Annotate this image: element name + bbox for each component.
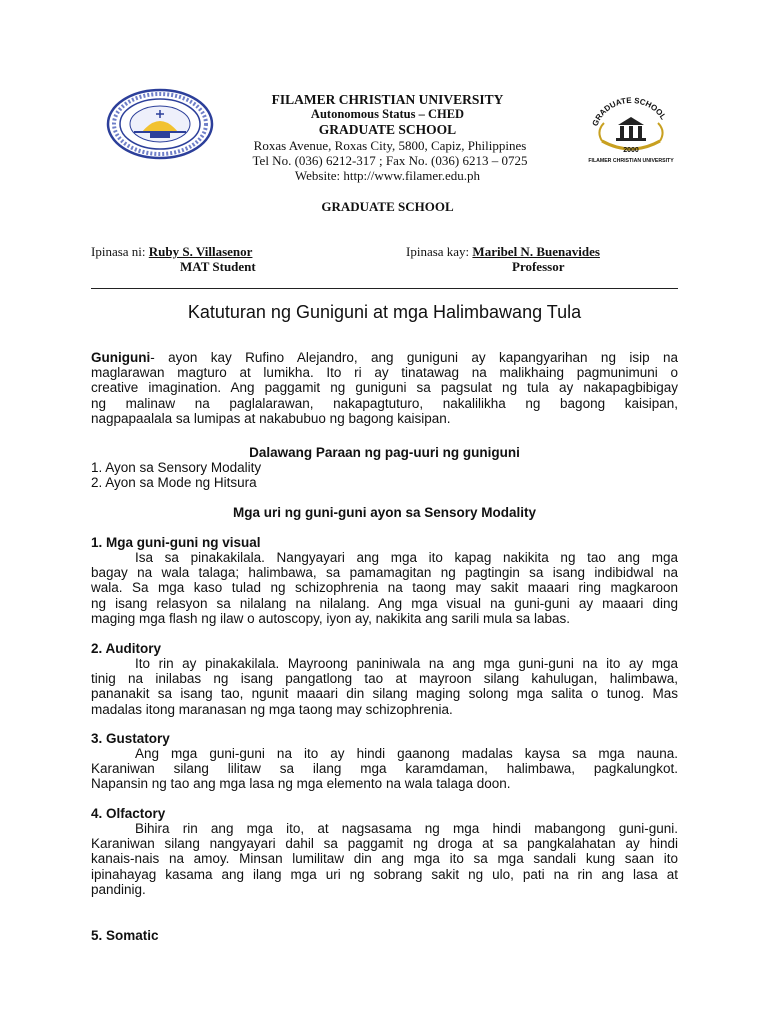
submitted-by-label: Ipinasa ni: xyxy=(91,244,146,259)
classification-item: 2. Ayon sa Mode ng Hitsura xyxy=(91,475,257,490)
section-heading: 3. Gustatory xyxy=(91,731,170,746)
classification-item: 1. Ayon sa Sensory Modality xyxy=(91,460,262,475)
submitted-to-label: Ipinasa kay: xyxy=(406,244,470,259)
section-body: Isa sa pinakakilala. Nangyayari ang mga ito kapag nakikita ng tao ang mga bagay na wala talaga; halimbawa, sa pamamagitan ng pagtingin sa isang indibidwal na wala. Sa mga kaso tulad ng schizophrenia na taong may sakit maaari ring magkaroon ng isang relasyon sa nilalang na nilalang. Ang mga visual na guni-guni ay maaari ding maging mga flash ng ilaw o autoscopy, iyon ay, nakikita ang sarili mula sa labas. xyxy=(91,550,678,626)
header-divider xyxy=(91,288,678,289)
submitted-by-name: Ruby S. Villasenor xyxy=(148,244,253,259)
logo-year: 2000 xyxy=(623,147,639,154)
document-title: Katuturan ng Guniguni at mga Halimbawang Tula xyxy=(187,302,582,322)
section-heading: 5. Somatic xyxy=(91,928,159,943)
phone-fax: Tel No. (036) 6212-317 ; Fax No. (036) 6213 – 0725 xyxy=(252,153,528,168)
website: Website: http://www.filamer.edu.ph xyxy=(294,168,481,183)
submitted-to-role: Professor xyxy=(512,259,565,274)
intro-paragraph: Guniguni- ayon kay Rufino Alejandro, ang guniguni ay kapangyarihan ng isip na maglarawan magturo at lumikha. Ito ri ay tinatawag na malikhaing pagmunimuni o creative imagination. Ang paggamit ng guniguni sa pagsulat ng tula ay nakapagbibigay ng malinaw na paglalarawan, nakapagtuturo, nakalilikha ng bagong kaisipan, nagpapaalala sa lumipas at nakabubuo ng bagong kaisipan. xyxy=(91,350,678,426)
logo-caption: FILAMER CHRISTIAN UNIVERSITY xyxy=(588,158,674,164)
submitted-to-name: Maribel N. Buenavides xyxy=(472,244,600,259)
classification-heading: Dalawang Paraan ng pag-uuri ng guniguni xyxy=(249,445,520,460)
logo-arc-text: GRADUATE SCHOOL xyxy=(590,95,668,128)
section-body: Ang mga guni-guni na ito ay hindi gaanong madalas kaysa sa mga nauna. Karaniwan silang lilitaw sa ilang mga karamdaman, halimbawa, pagkalungkot. Napansin ng tao ang mga lasa ng mga elemento na wala talaga doon. xyxy=(91,746,678,792)
section-heading: 2. Auditory xyxy=(91,641,162,656)
section-heading: 4. Olfactory xyxy=(91,806,166,821)
submitted-by xyxy=(91,244,252,260)
submitted-to xyxy=(406,244,600,260)
modality-heading: Mga uri ng guni-guni ayon sa Sensory Modality xyxy=(232,505,537,520)
school-name: GRADUATE SCHOOL xyxy=(318,122,457,137)
section-body: Ito rin ay pinakakilala. Mayroong paniniwala na ang mga guni-guni na ito ay mga tinig na inilabas ng isang pangatlong tao at mayroon silang kahulugan, halimbawa, pananakit sa isang tao, ngunit maaari din silang maging solong mga salita o tunog. Mas madalas itong maranasan ng mga taong may schizophrenia. xyxy=(91,656,678,717)
university-name: FILAMER CHRISTIAN UNIVERSITY xyxy=(271,92,504,107)
autonomous-status: Autonomous Status – CHED xyxy=(310,107,465,121)
section-heading: 1. Mga guni-guni ng visual xyxy=(91,535,261,550)
address: Roxas Avenue, Roxas City, 5800, Capiz, Philippines xyxy=(253,138,527,153)
submitted-by-role: MAT Student xyxy=(180,259,256,274)
section-body: Bihira rin ang mga ito, at nagsasama ng mga hindi mabangong guni-guni. Karaniwan silang nangyayari dahil sa paggamit ng droga at sa pangkalahatan ay hindi kanais-nais na amoy. Minsan lumilitaw din ang mga ito sa mga sandali kung saan ito ipinahayag kasama ang ilang mga uri ng sobrang sakit ng ulo, pati na rin ang lasa at pandinig. xyxy=(91,821,678,897)
graduate-school-logo xyxy=(582,95,680,165)
graduate-school-subtitle: GRADUATE SCHOOL xyxy=(321,199,454,214)
intro-term: Guniguni xyxy=(91,350,151,365)
